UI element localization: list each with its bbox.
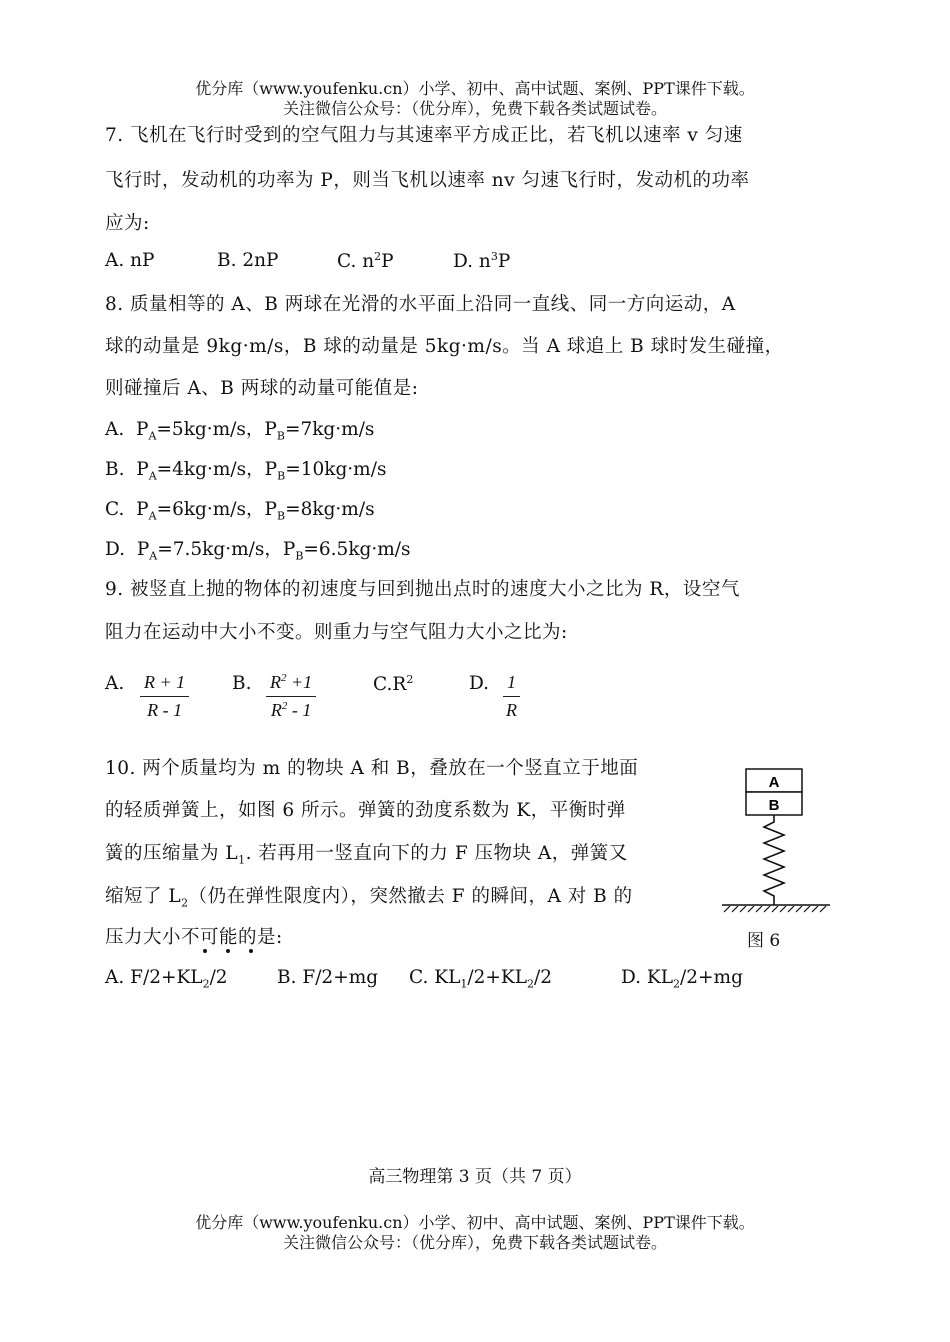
spring-blocks-figure: [718, 765, 834, 915]
q7-line-2: 飞行时，发动机的功率为 P，则当飞机以速率 nv 匀速飞行时，发动机的功率: [105, 170, 750, 191]
q8-line-3: 则碰撞后 A、B 两球的动量可能值是:: [105, 378, 419, 399]
footer-line-1: 优分库（www.youfenku.cn）小学、初中、高中试题、案例、PPT课件下载。: [195, 1213, 755, 1232]
q10-option-c: C. $KL_1/2+KL_2/2$: [409, 967, 553, 991]
block-b-label: B: [768, 797, 780, 814]
q10-option-d: D. $KL_2/2+mg$: [621, 967, 743, 991]
q10-line-1: 10. 两个质量均为 m 的物块 A 和 B，叠放在一个竖直立于地面: [105, 758, 639, 779]
footer-line-2: 关注微信公众号：（优分库），免费下载各类试题试卷。: [282, 1233, 667, 1252]
q10-option-a: A. $F/2+KL_2/2$: [105, 967, 228, 991]
q9-line-2: 阻力在运动中大小不变。则重力与空气阻力大小之比为:: [105, 622, 568, 643]
q7-option-c: C. $n^2P$: [337, 250, 394, 273]
q9-option-c: $C.R^2$: [373, 673, 414, 696]
emphasis-dot: [249, 949, 253, 953]
q8-line-2: 球的动量是 9kg·m/s，B 球的动量是 5kg·m/s。当 A 球追上 B 球时发生碰撞，: [105, 336, 784, 357]
q9-option-a-label: A.: [105, 673, 125, 694]
q8-option-b: B. $P_A=4kg\cdot m/s$，$P_B=10kg\cdot m/s$: [105, 459, 387, 483]
page-number: 高三物理第 3 页（共 7 页）: [368, 1167, 582, 1187]
block-a-label: A: [768, 774, 780, 791]
emphasis-dot: [203, 949, 207, 953]
q8-line-1: 8. 质量相等的 A、B 两球在光滑的水平面上沿同一直线、同一方向运动，A: [105, 294, 736, 315]
q10-line-5: 压力大小不可能的是:: [105, 927, 283, 948]
header-line-2: 关注微信公众号：（优分库），免费下载各类试题试卷。: [282, 99, 667, 118]
q10-option-b: B. F/2+mg: [277, 967, 379, 988]
ground-hatch: [724, 906, 826, 912]
header-line-1: 优分库（www.youfenku.cn）小学、初中、高中试题、案例、PPT课件下载。: [195, 79, 755, 98]
q7-line-1: 7. 飞机在飞行时受到的空气阻力与其速率平方成正比，若飞机以速率 v 匀速: [105, 125, 743, 146]
q8-option-a: A. $P_A=5kg\cdot m/s$，$P_B=7kg\cdot m/s$: [105, 419, 375, 443]
q9-option-b-fraction: $\frac{R^2 +1}{R^2 - 1}$: [266, 672, 316, 721]
q9-option-b-label: B.: [232, 673, 252, 694]
q10-line-4: 缩短了 $L_2$（仍在弹性限度内），突然撤去 F 的瞬间，A 对 B 的: [105, 886, 633, 910]
q7-option-b: B. 2nP: [217, 250, 279, 271]
q9-option-a-fraction: $\frac{R + 1}{R - 1}$: [140, 672, 189, 721]
q8-option-c: C. $P_A=6kg\cdot m/s$，$P_B=8kg\cdot m/s$: [105, 499, 375, 523]
q9-option-d-label: D.: [469, 673, 490, 694]
q9-line-1: 9. 被竖直上抛的物体的初速度与回到抛出点时的速度大小之比为 R，设空气: [105, 579, 740, 600]
q10-line-3: 簧的压缩量为 $L_1$. 若再用一竖直向下的力 F 压物块 A，弹簧又: [105, 843, 628, 867]
q8-option-d: D. $P_A=7.5kg\cdot m/s$，$P_B=6.5kg\cdot m/s$: [105, 539, 411, 563]
emphasis-dot: [226, 949, 230, 953]
spring: [764, 815, 784, 905]
q10-line-2: 的轻质弹簧上，如图 6 所示。弹簧的劲度系数为 K，平衡时弹: [105, 800, 626, 821]
q7-line-3: 应为:: [105, 213, 150, 234]
q7-option-a: A. nP: [105, 250, 155, 271]
figure-caption: 图 6: [747, 931, 781, 951]
q7-option-d: D. $n^3P$: [453, 250, 511, 273]
q9-option-d-fraction: $\frac{1}{R}$: [503, 672, 520, 721]
